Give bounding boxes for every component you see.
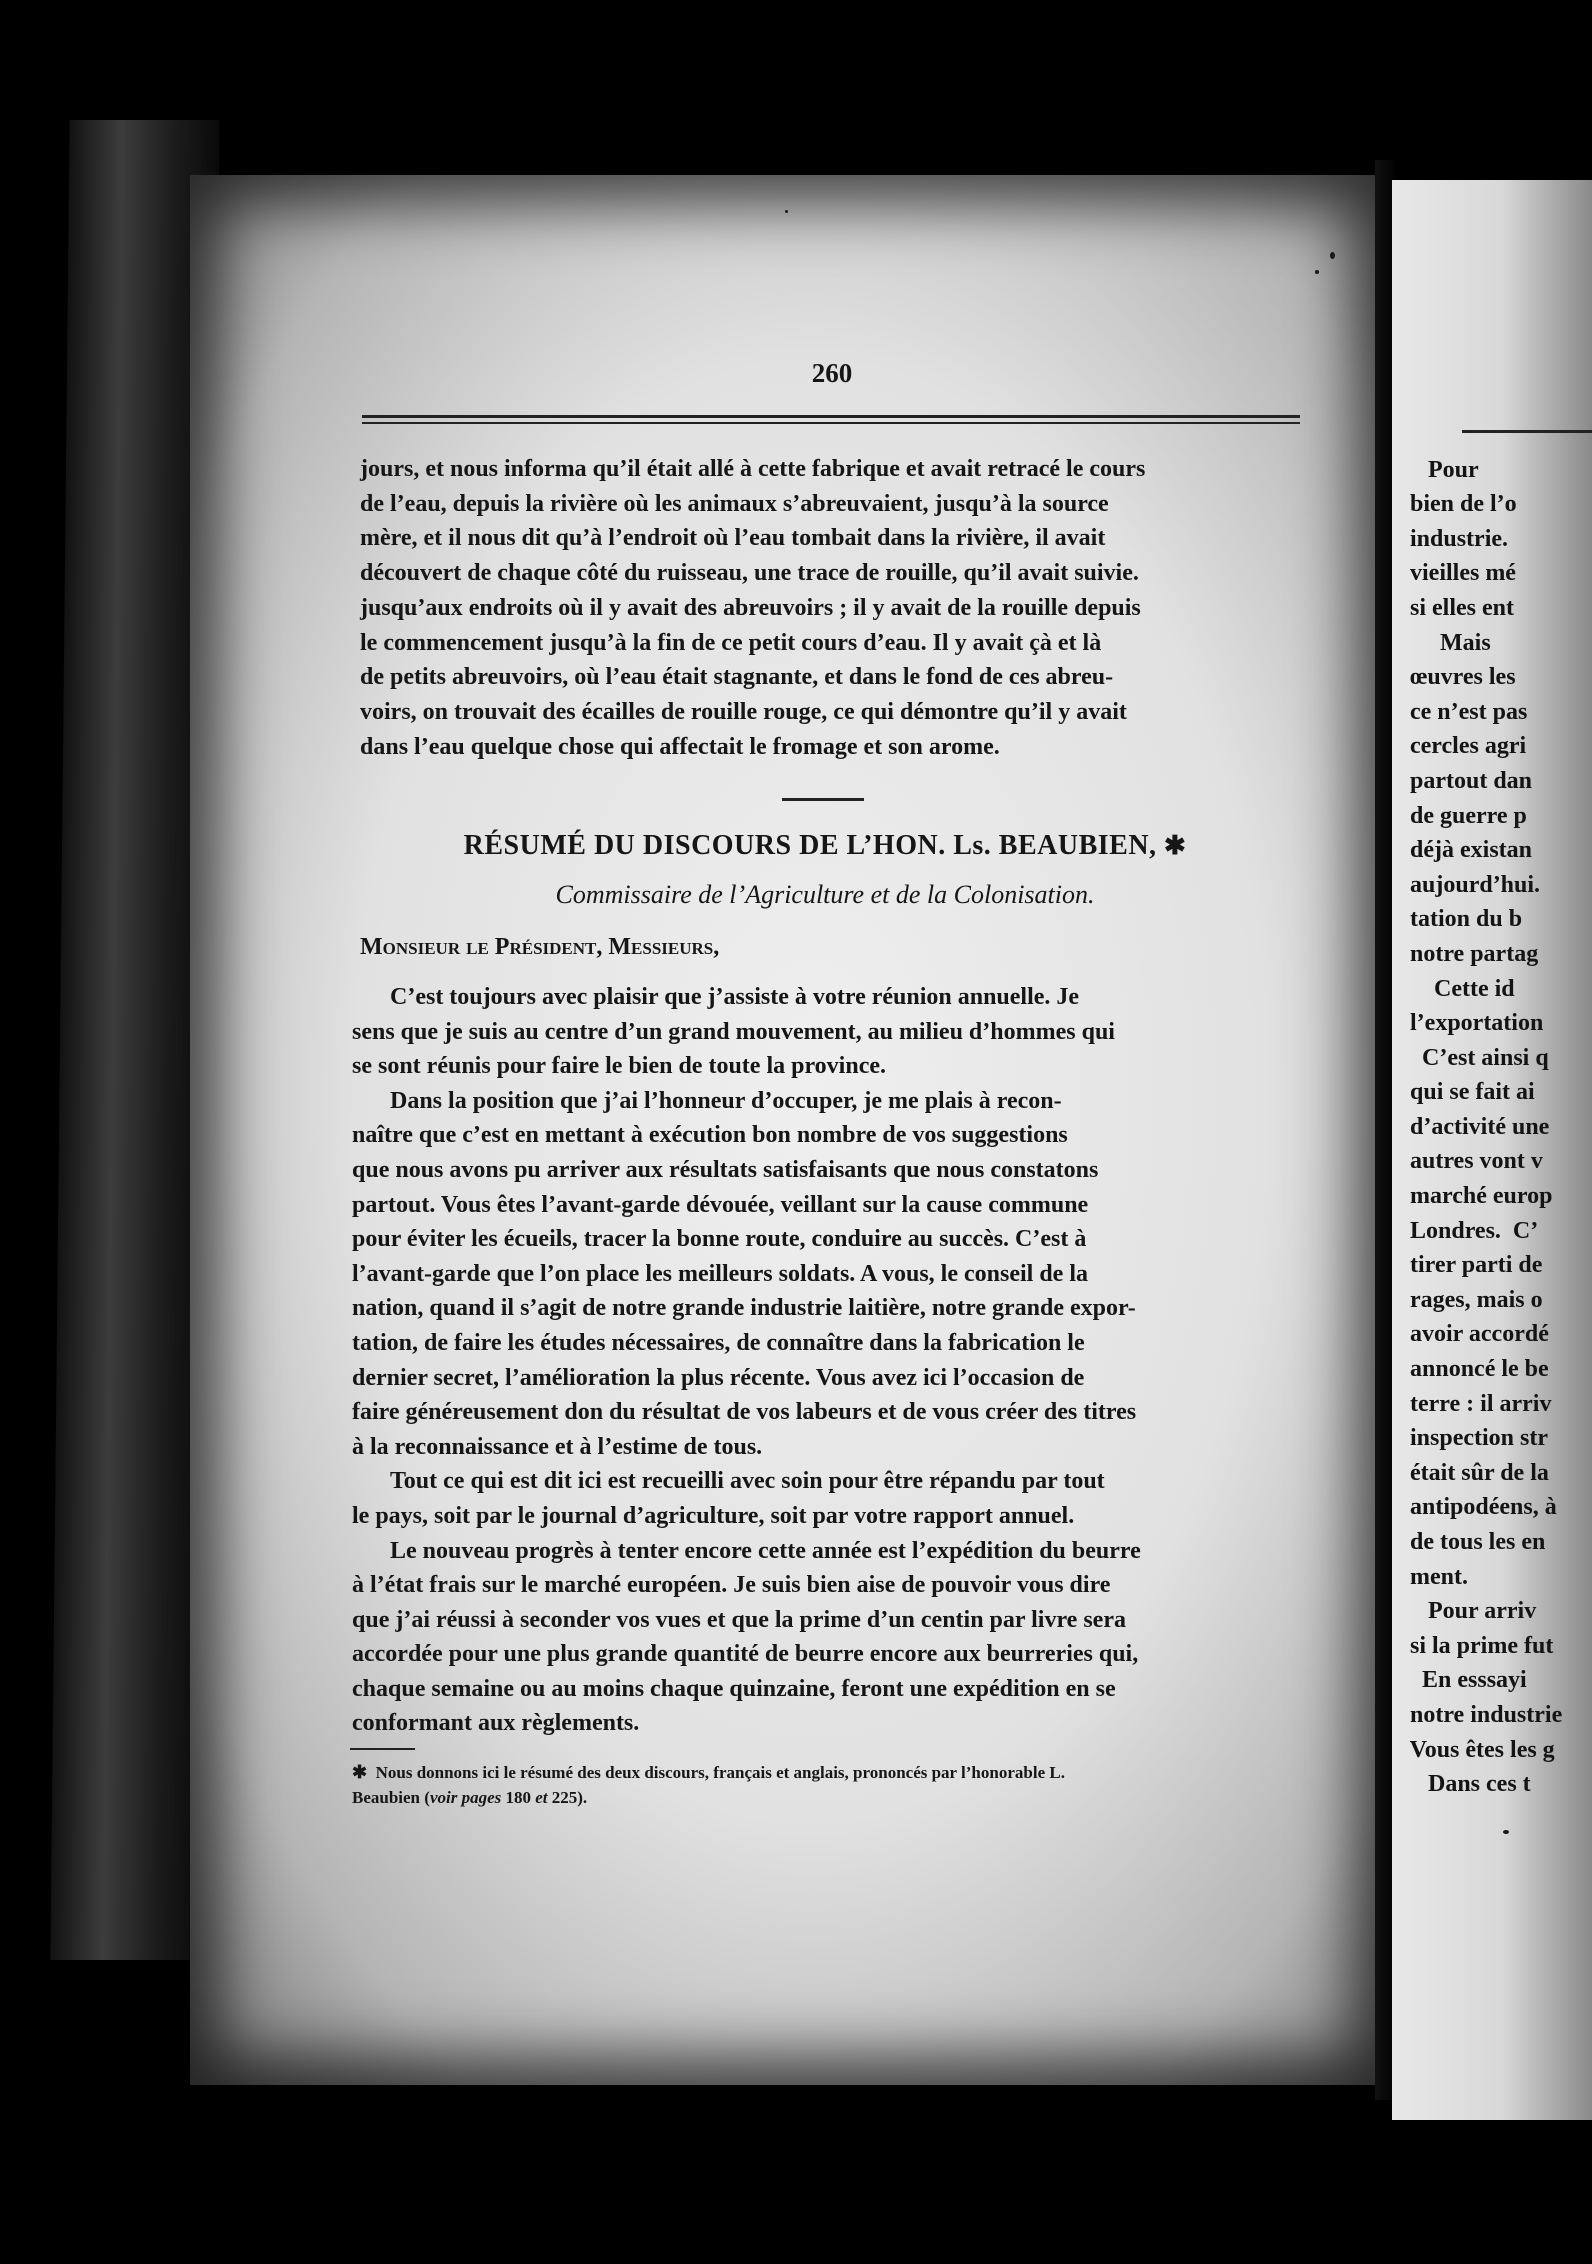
text-line: le commencement jusqu’à la fin de ce petit cours d’eau. Il y avait çà et là xyxy=(360,629,1102,656)
footnote-italic: voir pages xyxy=(429,1788,502,1807)
text-line: Dans la position que j’ai l’honneur d’occuper, je me plais à recon- xyxy=(390,1087,1062,1114)
footnote-line-1 xyxy=(352,1760,1298,1785)
facing-page-line: partout dan xyxy=(1398,767,1533,794)
facing-page-line: si elles ent xyxy=(1398,594,1514,621)
text-line: dans l’eau quelque chose qui affectait le fromage et son arome. xyxy=(360,733,1000,760)
text-line: dernier secret, l’amélioration la plus récente. Vous avez ici l’occasion de xyxy=(352,1364,1085,1391)
footnote-text: 180 xyxy=(501,1788,536,1807)
scan-speck xyxy=(1330,252,1335,259)
text-line: nation, quand il s’agit de notre grande industrie laitière, notre grande expor- xyxy=(352,1295,1136,1322)
text-line: pour éviter les écueils, tracer la bonne route, conduire au succès. C’est à xyxy=(352,1226,1087,1253)
text-line: conformant aux règlements. xyxy=(352,1710,640,1737)
facing-page-line: inspection str xyxy=(1398,1425,1548,1452)
text-line: de petits abreuvoirs, où l’eau était stagnante, et dans le fond de ces abreu- xyxy=(360,664,1114,691)
facing-page-line: Londres. C’ xyxy=(1398,1217,1539,1244)
text-line: de l’eau, depuis la rivière où les animaux s’abreuvaient, jusqu’à la source xyxy=(360,490,1109,517)
salutation: Monsieur le Président, Messieurs, xyxy=(360,934,720,960)
facing-page-line: Mais xyxy=(1398,629,1491,656)
facing-page-line: Vous êtes les g xyxy=(1398,1736,1555,1763)
section-subheading: Commissaire de l’Agriculture et de la Colonisation. xyxy=(555,880,1095,909)
footnote xyxy=(352,1760,1298,1810)
footnote-marker-icon: ✱ xyxy=(1164,831,1187,860)
text-line: jusqu’aux endroits où il y avait des abreuvoirs ; il y avait de la rouille depuis xyxy=(360,594,1141,621)
text-line: sens que je suis au centre d’un grand mouvement, au milieu d’hommes qui xyxy=(352,1018,1115,1045)
facing-page-text xyxy=(1398,418,1562,1802)
facing-page-line: terre : il arriv xyxy=(1398,1390,1552,1417)
text-line: Tout ce qui est dit ici est recueilli avec soin pour être répandu par tout xyxy=(390,1468,1105,1495)
facing-page-line: aujourd’hui. xyxy=(1398,871,1541,898)
footnote-text: Nous donnons ici le résumé des deux discours, français et anglais, prononcés par l’honorable L. xyxy=(375,1763,1065,1782)
text-line: mère, et il nous dit qu’à l’endroit où l’eau tombait dans la rivière, il avait xyxy=(360,525,1106,552)
text-line: à l’état frais sur le marché européen. Je suis bien aise de pouvoir vous dire xyxy=(352,1572,1111,1599)
text-line: Le nouveau progrès à tenter encore cette année est l’expédition du beurre xyxy=(390,1537,1141,1564)
facing-page-line: notre partag xyxy=(1398,940,1539,967)
text-line: l’avant-garde que l’on place les meilleurs soldats. A vous, le conseil de la xyxy=(352,1260,1088,1287)
facing-page-line: annoncé le be xyxy=(1398,1356,1549,1383)
section-separator xyxy=(782,798,864,801)
facing-page-line: notre industrie xyxy=(1398,1701,1563,1728)
heading-text: RÉSUMÉ DU DISCOURS DE L’HON. Ls. BEAUBIEN, xyxy=(463,830,1157,861)
facing-page-line: tation du b xyxy=(1398,906,1523,933)
facing-page-line: cercles agri xyxy=(1398,733,1527,760)
footnote-line-2 xyxy=(352,1785,1298,1810)
text-line: naître que c’est en mettant à exécution bon nombre de vos suggestions xyxy=(352,1122,1068,1149)
facing-page-line: était sûr de la xyxy=(1398,1459,1549,1486)
footnote-text: 225). xyxy=(547,1788,588,1807)
text-line: se sont réunis pour faire le bien de toute la province. xyxy=(352,1053,886,1080)
facing-page-line: marché europ xyxy=(1398,1183,1553,1210)
facing-page-line: antipodéens, à xyxy=(1398,1494,1557,1521)
footnote-italic: et xyxy=(535,1788,548,1807)
facing-page-line: ment. xyxy=(1398,1563,1468,1590)
section-heading xyxy=(330,830,1320,862)
facing-page-line: C’est ainsi q xyxy=(1398,1044,1549,1071)
header-rule-thin xyxy=(362,422,1300,424)
scan-speck xyxy=(1503,1830,1509,1834)
header-rule xyxy=(362,415,1300,418)
facing-page-line: rages, mais o xyxy=(1398,1286,1543,1313)
text-line: que nous avons pu arriver aux résultats satisfaisants que nous constatons xyxy=(352,1156,1099,1183)
facing-page-line xyxy=(1398,418,1562,453)
text-line: C’est toujours avec plaisir que j’assiste à votre réunion annuelle. Je xyxy=(390,984,1080,1010)
text-line: chaque semaine ou au moins chaque quinzaine, feront une expédition en se xyxy=(352,1675,1116,1702)
footnote-marker-icon: ✱ xyxy=(352,1762,368,1782)
text-line: tation, de faire les études nécessaires, de connaître dans la fabrication le xyxy=(352,1329,1085,1356)
text-line: à la reconnaissance et à l’estime de tous. xyxy=(352,1433,763,1460)
text-line: accordée pour une plus grande quantité de beurre encore aux beurreries qui, xyxy=(352,1641,1139,1668)
scan-speck xyxy=(1315,270,1319,274)
text-line: que j’ai réussi à seconder vos vues et que la prime d’un centin par livre sera xyxy=(352,1606,1126,1633)
facing-page-line: bien de l’o xyxy=(1398,491,1517,518)
facing-page-line: de tous les en xyxy=(1398,1529,1546,1555)
text-line: découvert de chaque côté du ruisseau, une trace de rouille, qu’il avait suivie. xyxy=(360,560,1139,587)
facing-page-line: autres vont v xyxy=(1398,1148,1543,1175)
footnote-rule xyxy=(350,1748,415,1750)
text-line: le pays, soit par le journal d’agriculture, soit par votre rapport annuel. xyxy=(352,1502,1075,1529)
text-line: faire généreusement don du résultat de vos labeurs et de vous créer des titres xyxy=(352,1399,1137,1426)
facing-page-line: vieilles mé xyxy=(1398,560,1516,587)
text-line: voirs, on trouvait des écailles de rouille rouge, ce qui démontre qu’il y avait xyxy=(360,698,1127,725)
facing-page-line: œuvres les xyxy=(1398,664,1516,691)
text-line: partout. Vous êtes l’avant-garde dévouée, veillant sur la cause commune xyxy=(352,1191,1089,1218)
facing-page-line: Pour xyxy=(1398,456,1479,483)
facing-page-line: Cette id xyxy=(1398,975,1515,1002)
text-line: jours, et nous informa qu’il était allé à cette fabrique et avait retracé le cours xyxy=(360,456,1146,482)
facing-page-line: qui se fait ai xyxy=(1398,1079,1535,1106)
facing-page-line: l’exportation xyxy=(1398,1010,1544,1037)
facing-page-line: ce n’est pas xyxy=(1398,698,1528,725)
facing-page-line: avoir accordé xyxy=(1398,1321,1549,1348)
facing-page-line: déjà existan xyxy=(1398,837,1532,864)
facing-page-line: Dans ces t xyxy=(1398,1771,1531,1798)
footnote-text: Beaubien ( xyxy=(352,1788,430,1807)
facing-page-line: si la prime fut xyxy=(1398,1632,1554,1659)
speech-body xyxy=(352,980,1298,1741)
facing-page-line: Pour arriv xyxy=(1398,1598,1537,1625)
page-number: 260 xyxy=(811,358,853,388)
facing-page-line: industrie. xyxy=(1398,525,1509,552)
facing-page-line: En esssayi xyxy=(1398,1667,1527,1694)
facing-page-line: d’activité une xyxy=(1398,1113,1550,1140)
intro-paragraph xyxy=(360,452,1305,764)
facing-page-line: de guerre p xyxy=(1398,802,1527,829)
scan-speck xyxy=(785,210,788,213)
facing-page-line: tirer parti de xyxy=(1398,1252,1543,1279)
